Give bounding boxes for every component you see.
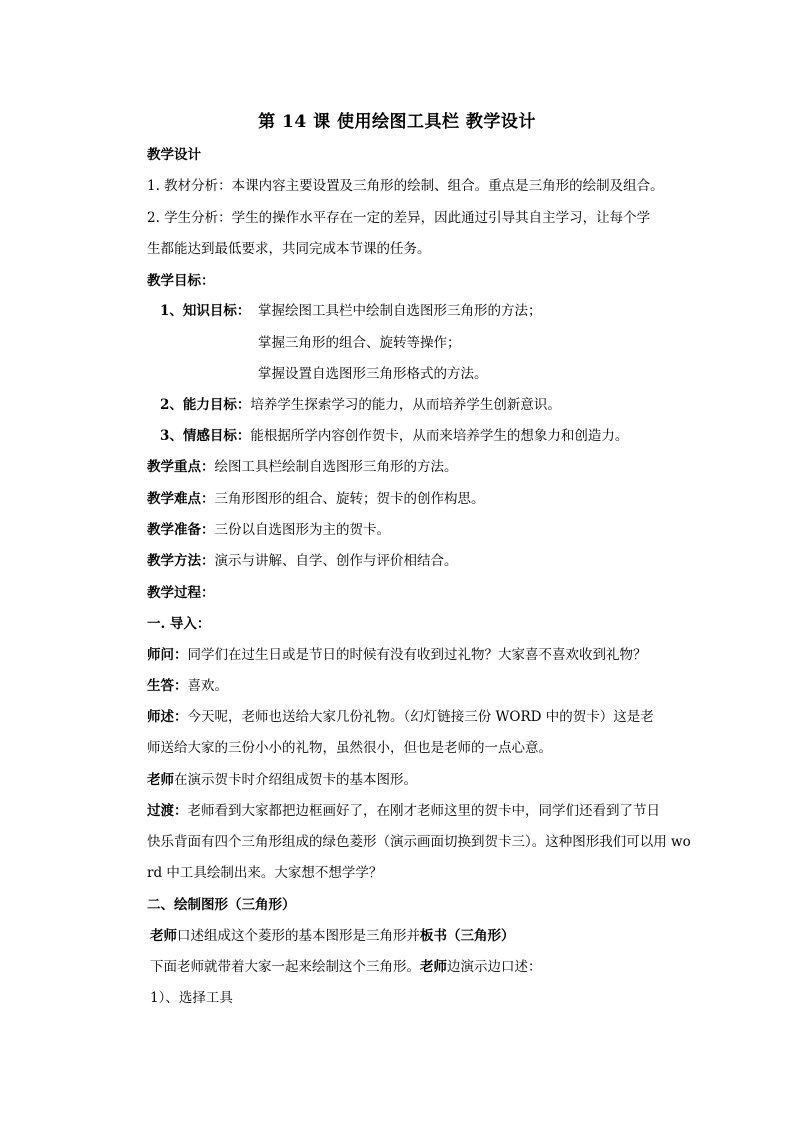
draw-line-2-text-after: 边演示边口述：	[447, 959, 542, 975]
teaching-difficulty-text: 三角形图形的组合、旋转；贺卡的创作构思。	[214, 491, 485, 507]
draw-line-1-label: 老师	[150, 928, 177, 944]
teacher-demo	[147, 771, 417, 789]
teacher-statement-line-1	[147, 708, 654, 726]
draw-line-2-bold: 老师	[420, 959, 447, 975]
knowledge-goal-2: 掌握三角形的组合、旋转等操作；	[258, 335, 461, 351]
student-analysis-line-2: 生都能达到最低要求，共同完成本节课的任务。	[147, 241, 431, 257]
teaching-method-text: 演示与讲解、自学、创作与评价相结合。	[214, 553, 458, 569]
student-answer	[147, 677, 228, 695]
teacher-statement-text-1: 今天呢，老师也送给大家几份礼物。（幻灯链接三份 WORD 中的贺卡）这是老	[187, 709, 654, 725]
teaching-key-label: 教学重点：	[147, 459, 215, 475]
transition-line-1	[147, 802, 660, 820]
draw-line-1	[150, 927, 515, 945]
teacher-question-text: 同学们在过生日或是节日的时候有没有收到过礼物？大家喜不喜欢收到礼物？	[187, 647, 647, 663]
transition-line-2: 快乐背面有四个三角形组成的绿色菱形（演示画面切换到贺卡三）。这种图形我们可以用 wo	[147, 834, 691, 850]
teaching-difficulty-label: 教学难点：	[147, 491, 215, 507]
student-analysis-line-1: 2. 学生分析：学生的操作水平存在一定的差异，因此通过引导其自主学习，让每个学	[147, 210, 651, 226]
teacher-demo-label: 老师	[147, 772, 174, 788]
draw-line-2	[150, 958, 542, 976]
transition-text-1: 老师看到大家都把边框画好了，在刚才老师这里的贺卡中，同学们还看到了节日	[187, 803, 660, 819]
draw-line-1-text: 口述组成这个菱形的基本图形是三角形并	[177, 928, 420, 944]
material-analysis: 1. 教材分析：本课内容主要设置及三角形的绘制、组合。重点是三角形的绘制及组合。	[147, 178, 664, 194]
teaching-method-label: 教学方法：	[147, 553, 215, 569]
teacher-question	[147, 646, 647, 664]
teaching-prep	[147, 521, 390, 539]
teaching-prep-label: 教学准备：	[147, 522, 215, 538]
teacher-question-label: 师问：	[147, 647, 188, 663]
draw-line-1-bold: 板书（三角形）	[420, 928, 515, 944]
emotion-goal-text: 能根据所学内容创作贺卡，从而来培养学生的想象力和创造力。	[250, 428, 629, 444]
ability-goal	[160, 396, 561, 414]
knowledge-goal	[160, 302, 250, 320]
teaching-prep-text: 三份以自选图形为主的贺卡。	[214, 522, 390, 538]
teaching-key	[147, 458, 458, 476]
knowledge-goal-3: 掌握设置自选图形三角形格式的方法。	[258, 366, 488, 382]
goals-heading: 教学目标：	[147, 273, 215, 289]
knowledge-goal-label: 1、知识目标：	[160, 303, 251, 319]
transition-line-3: rd 中工具绘制出来。大家想不想学学？	[147, 865, 383, 881]
teacher-statement-label: 师述：	[147, 709, 188, 725]
student-answer-text: 喜欢。	[187, 678, 228, 694]
process-heading: 教学过程：	[147, 585, 215, 601]
ability-goal-text: 培养学生探索学习的能力，从而培养学生创新意识。	[250, 397, 561, 413]
draw-heading: 二、绘制图形（三角形）	[147, 897, 296, 913]
emotion-goal	[160, 427, 628, 445]
intro-heading: 一. 导入：	[147, 616, 211, 632]
teacher-demo-text: 在演示贺卡时介绍组成贺卡的基本图形。	[174, 772, 417, 788]
page-title: 第 14 课 使用绘图工具栏 教学设计	[258, 112, 536, 132]
teaching-difficulty	[147, 490, 485, 508]
section-heading-design: 教学设计	[147, 147, 201, 163]
step-1: 1）、选择工具	[150, 990, 233, 1006]
knowledge-goal-1: 掌握绘图工具栏中绘制自选图形三角形的方法；	[258, 303, 542, 319]
ability-goal-label: 2、能力目标：	[160, 397, 251, 413]
teaching-method	[147, 552, 458, 570]
teacher-statement-line-2: 师送给大家的三份小小的礼物，虽然很小，但也是老师的一点心意。	[147, 740, 552, 756]
emotion-goal-label: 3、情感目标：	[160, 428, 251, 444]
draw-line-2-text: 下面老师就带着大家一起来绘制这个三角形。	[150, 959, 420, 975]
teaching-key-text: 绘图工具栏绘制自选图形三角形的方法。	[214, 459, 458, 475]
transition-label: 过渡：	[147, 803, 188, 819]
student-answer-label: 生答：	[147, 678, 188, 694]
